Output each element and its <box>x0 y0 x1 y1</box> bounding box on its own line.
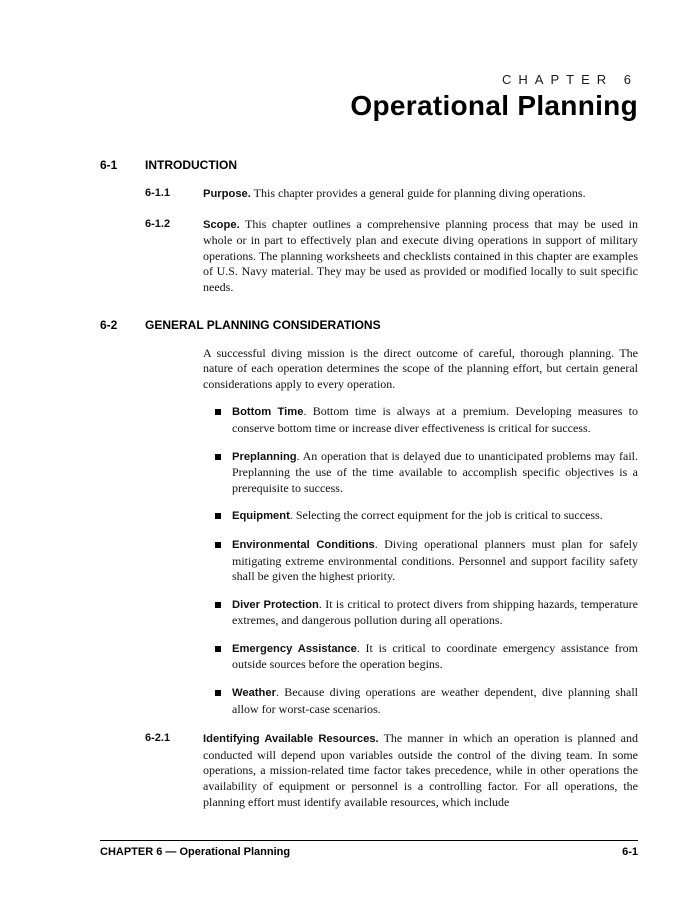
bullet-icon <box>215 454 221 460</box>
bullet-icon <box>215 602 221 608</box>
paragraph-6-1-1 <box>145 186 638 203</box>
paragraph-body: The manner in which an operation is planned and conducted will depend upon variables outside the control of the diving team. In some operations, a mission-related time factor takes precedence, while in other operations the availability of equipment or personnel is a controlling factor. For all operations, the planning effort must identify available resources, which include <box>203 731 638 809</box>
bullet-icon <box>215 542 221 548</box>
bullet-body: . It is critical to coordinate emergency assistance from outside sources before the operation begins. <box>232 640 638 672</box>
bullet-icon <box>215 409 221 415</box>
page-footer <box>100 840 638 858</box>
page-title: Operational Planning <box>350 90 638 121</box>
section-number: 6-1 <box>100 158 118 172</box>
bullet-text <box>232 404 638 436</box>
paragraph-body: This chapter provides a general guide for planning diving operations. <box>250 186 586 200</box>
section-introduction <box>100 158 638 296</box>
bullet-lead: Emergency Assistance <box>232 642 357 655</box>
bullet-lead: Bottom Time <box>232 406 304 419</box>
section-6-2-heading <box>100 318 638 332</box>
bullet-text <box>232 641 638 673</box>
section-number: 6-2 <box>100 317 118 332</box>
bullet-icon <box>215 513 221 519</box>
bullet-diver-protection <box>215 597 638 629</box>
bullet-text <box>232 597 638 629</box>
paragraph-lead: Scope. <box>203 218 240 231</box>
bullet-icon <box>215 690 221 696</box>
bullet-body: . Selecting the correct equipment for the job is critical to success. <box>289 508 603 523</box>
bullet-body: . An operation that is delayed due to unanticipated problems may fail. Preplanning the use of the time available to accomplish specific objectives is a prerequisite to success. <box>232 448 638 495</box>
paragraph-lead: Identifying Available Resources. <box>203 733 379 746</box>
section-general-planning <box>100 318 638 811</box>
paragraph-body: This chapter outlines a comprehensive planning process that may be used in whole or in part to effectively plan and execute diving operations in support of military operations. The planning worksheets and checklists contained in this chapter are examples of U.S. Navy material. They may be used as provided or modified locally to suit specific needs. <box>203 216 638 294</box>
section-intro-paragraph: A successful diving mission is the direct outcome of careful, thorough planning. The nature of each operation determines the scope of the planning effort, but certain general considerations apply to every operation. <box>203 345 638 391</box>
paragraph-text <box>203 186 638 203</box>
bullet-lead: Equipment <box>232 510 290 523</box>
bullet-lead: Preplanning <box>232 450 297 463</box>
footer-chapter-label: CHAPTER 6 — Operational Planning <box>100 846 291 858</box>
bullet-emergency-assistance <box>215 641 638 673</box>
footer-page-number: 6-1 <box>622 846 638 858</box>
bullet-text <box>232 537 638 585</box>
bullet-preplanning <box>215 449 638 497</box>
paragraph-text <box>203 217 638 296</box>
bullet-body: . It is critical to protect divers from shipping hazards, temperature extremes, and dangerous pollution during all operations. <box>232 596 638 628</box>
chapter-label: CHAPTER 6 <box>502 72 638 87</box>
chapter-header <box>100 72 638 122</box>
bullet-lead: Diver Protection <box>232 598 319 611</box>
section-title: GENERAL PLANNING CONSIDERATIONS <box>145 317 381 332</box>
paragraph-6-1-2 <box>145 217 638 296</box>
bullet-text <box>232 449 638 497</box>
paragraph-number: 6-1.1 <box>145 187 171 199</box>
bullet-body: . Because diving operations are weather dependent, dive planning shall allow for worst-case scenarios. <box>232 685 638 716</box>
bullet-text <box>232 508 638 525</box>
paragraph-number: 6-1.2 <box>145 217 171 230</box>
bullet-environmental-conditions <box>215 537 638 585</box>
bullet-body: . Diving operational planners must plan for safely mitigating extreme environmental conditions. Personnel and support facility safety shall be given the highest priority. <box>232 536 638 584</box>
paragraph-text <box>203 731 638 810</box>
bullet-lead: Environmental Conditions <box>232 538 375 551</box>
bullet-body: . Bottom time is always at a premium. Developing measures to conserve bottom time or increase diver effectiveness is critical for success. <box>232 404 638 435</box>
section-6-1-heading <box>100 158 638 172</box>
bullet-lead: Weather <box>232 687 276 700</box>
paragraph-6-2-1 <box>145 731 638 810</box>
bullet-text <box>232 685 638 717</box>
bullet-equipment <box>215 508 638 525</box>
bullet-weather <box>215 685 638 717</box>
bullet-bottom-time <box>215 404 638 436</box>
section-title: INTRODUCTION <box>145 158 237 172</box>
paragraph-lead: Purpose. <box>203 188 251 200</box>
bullet-icon <box>215 646 221 652</box>
paragraph-number: 6-2.1 <box>145 732 171 745</box>
